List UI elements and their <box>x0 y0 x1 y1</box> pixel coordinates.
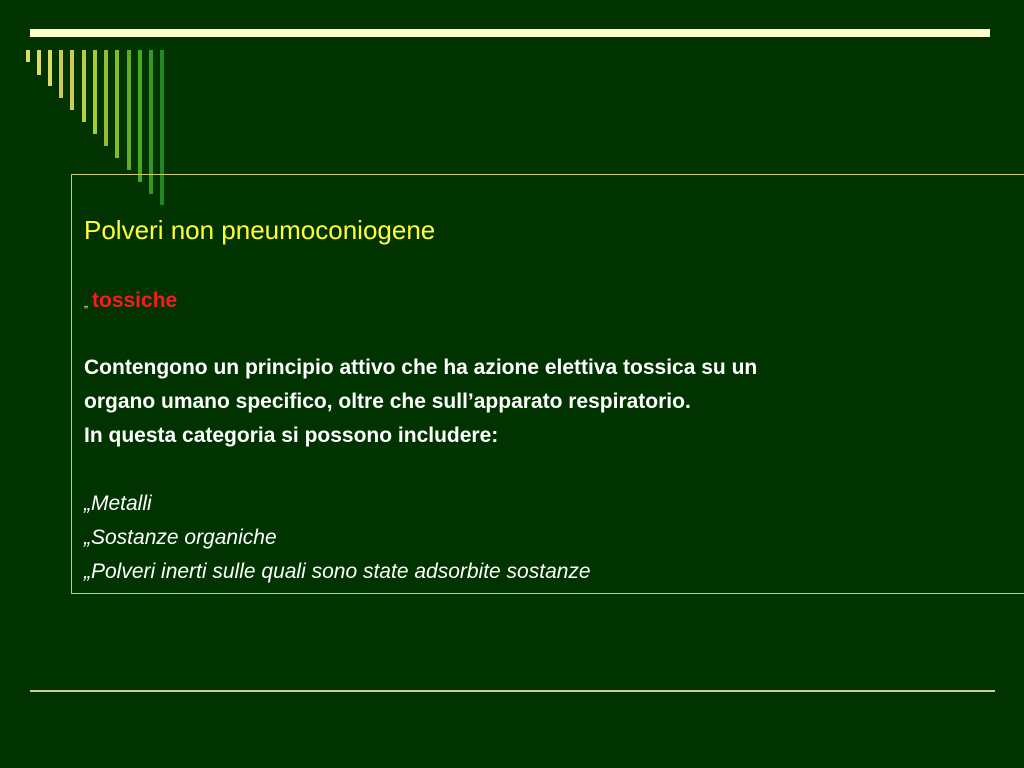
subheading-line <box>84 289 177 313</box>
subheading: tossiche <box>92 289 178 312</box>
bullet-marker: „ <box>84 492 91 515</box>
paragraph-line: organo umano specifico, oltre che sull’apparato respiratorio. <box>84 390 691 413</box>
stripe <box>82 50 86 122</box>
stripe <box>48 50 52 86</box>
paragraph-line: In questa categoria si possono includere: <box>84 424 499 447</box>
paragraph-line: Contengono un principio attivo che ha azione elettiva tossica su un <box>84 356 758 379</box>
stripe <box>93 50 97 134</box>
stripe <box>59 50 63 98</box>
slide-title: Polveri non pneumoconiogene <box>84 215 436 245</box>
stripe <box>70 50 74 110</box>
list-item <box>84 521 591 555</box>
list-item <box>84 555 591 589</box>
stripe <box>138 50 142 182</box>
stripe <box>104 50 108 146</box>
stripe <box>127 50 131 170</box>
list-item-text: Sostanze organiche <box>91 526 277 549</box>
list-item-text: Polveri inerti sulle quali sono state adsorbite sostanze <box>91 560 591 583</box>
bullet-marker: „ <box>84 560 91 583</box>
stripe <box>115 50 119 158</box>
list-item <box>84 487 591 521</box>
stripe <box>149 50 153 194</box>
bullet-marker: „ <box>84 526 91 549</box>
stripe <box>26 50 30 62</box>
content-box <box>71 174 1024 594</box>
list-item-text: Metalli <box>91 492 152 515</box>
stripe <box>37 50 41 75</box>
description-paragraph <box>84 351 1014 453</box>
bottom-divider <box>30 690 995 692</box>
category-list <box>84 487 591 589</box>
bullet-marker: „ <box>84 296 88 310</box>
